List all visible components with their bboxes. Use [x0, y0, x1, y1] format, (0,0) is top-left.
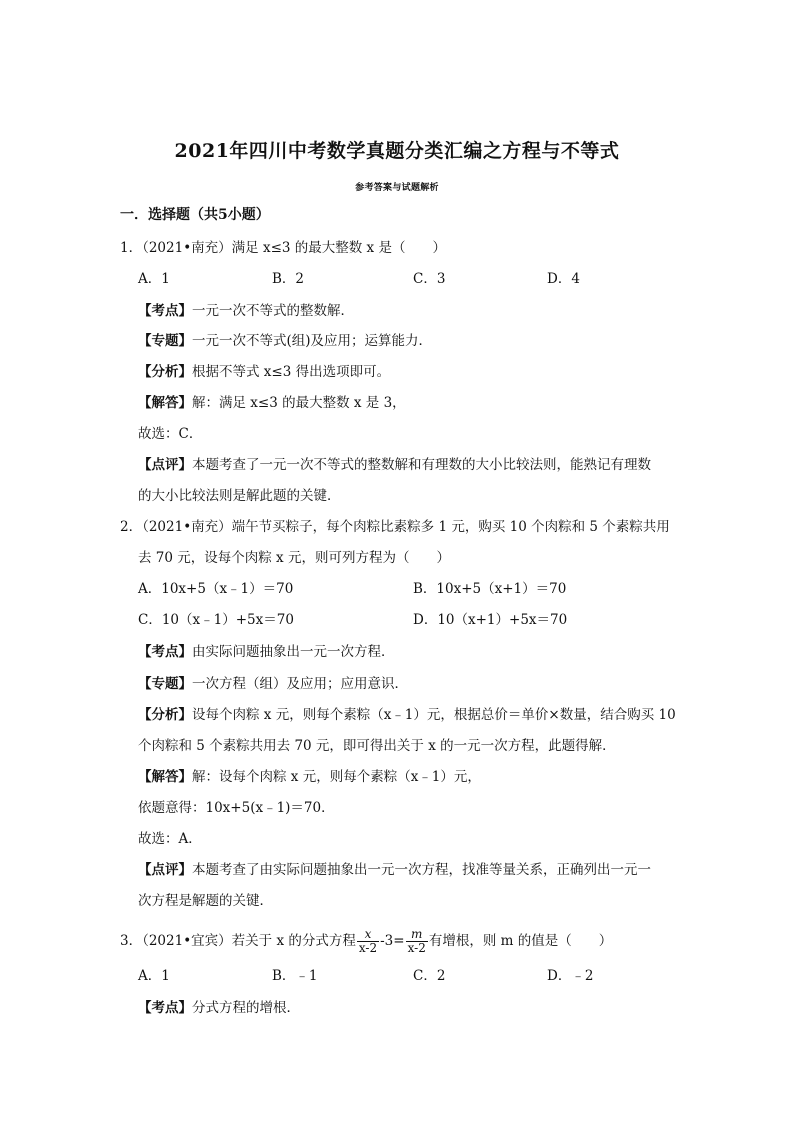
fenxi-text: 设每个肉粽 x 元，则每个素粽（x﹣1）元，根据总价＝单价×数量，结合购买 10 — [192, 707, 676, 723]
page-title: 2021年四川中考数学真题分类汇编之方程与不等式 — [174, 140, 620, 162]
kaodian-tag: 【考点】 — [138, 644, 192, 660]
q1-zhuanti — [138, 332, 432, 350]
kaodian-tag: 【考点】 — [138, 1000, 192, 1016]
q1-dianping — [138, 456, 651, 474]
q1-dianping-cont: 的大小比较法则是解此题的关键． — [138, 488, 341, 504]
q2-stem-cont: 去 70 元，设每个肉粽 x 元，则可列方程为（ ） — [138, 550, 450, 566]
zhuanti-tag: 【专题】 — [138, 333, 192, 349]
dianping-tag: 【点评】 — [138, 457, 192, 473]
q2-jieda — [138, 768, 481, 786]
page-subtitle: 参考答案与试题解析 — [355, 183, 439, 193]
q1-option-b: B．2 — [272, 271, 305, 287]
zhuanti-tag: 【专题】 — [138, 676, 192, 692]
kaodian-tag: 【考点】 — [138, 303, 192, 319]
q3-stem-mid: -3= — [380, 933, 405, 949]
q3-kaodian — [138, 999, 300, 1017]
kaodian-text: 一元一次不等式的整数解． — [192, 303, 354, 319]
q3-option-b: B．﹣1 — [272, 968, 318, 984]
q3-option-c: C．2 — [413, 968, 446, 984]
q2-dianping — [138, 861, 651, 879]
q1-fenxi — [138, 363, 390, 381]
jieda-tag: 【解答】 — [138, 769, 192, 785]
fraction-denominator: x-2 — [358, 941, 378, 955]
q2-dianping-cont: 次方程是解题的关键． — [138, 893, 273, 909]
q3-stem-text: 3．（2021•宜宾）若关于 x 的分式方程 — [120, 933, 356, 949]
section-heading: 一．选择题（共5小题） — [120, 207, 270, 223]
q1-jieda — [138, 394, 406, 412]
q1-stem: 1．（2021•南充）满足 x≤3 的最大整数 x 是（ ） — [120, 240, 446, 256]
dianping-text: 本题考查了由实际问题抽象出一元一次方程，找准等量关系，正确列出一元一 — [192, 862, 651, 878]
q2-stem: 2．（2021•南充）端午节买粽子，每个肉粽比素粽多 1 元，购买 10 个肉粽和 5 个素粽共用 — [120, 519, 670, 535]
q1-option-d: D．4 — [547, 271, 580, 287]
q1-option-c: C．3 — [413, 271, 446, 287]
q2-option-b: B．10x+5（x+1）＝70 — [413, 581, 567, 597]
zhuanti-text: 一次方程（组）及应用；应用意识． — [192, 676, 408, 692]
q3-stem-end: 有增根，则 m 的值是（ ） — [428, 933, 613, 949]
fraction-numerator: x — [364, 927, 372, 941]
q1-answer: 故选：C． — [138, 426, 203, 442]
fenxi-tag: 【分析】 — [138, 364, 192, 380]
q2-zhuanti — [138, 675, 408, 693]
jieda-text: 解：设每个肉粽 x 元，则每个素粽（x﹣1）元， — [192, 769, 481, 785]
q2-option-d: D．10（x+1）+5x＝70 — [413, 612, 568, 628]
fraction-numerator: m — [411, 927, 423, 941]
q2-option-c: C．10（x﹣1）+5x＝70 — [138, 612, 294, 628]
q2-option-a: A．10x+5（x﹣1）＝70 — [138, 581, 294, 597]
q2-kaodian — [138, 643, 395, 661]
jieda-text: 解：满足 x≤3 的最大整数 x 是 3， — [192, 395, 406, 411]
q1-option-a: A．1 — [138, 271, 170, 287]
q2-answer: 故选：A． — [138, 831, 202, 847]
jieda-tag: 【解答】 — [138, 395, 192, 411]
fraction — [406, 928, 428, 955]
q3-option-a: A．1 — [138, 968, 170, 984]
dianping-text: 本题考查了一元一次不等式的整数解和有理数的大小比较法则，能熟记有理数 — [192, 457, 651, 473]
fenxi-text: 根据不等式 x≤3 得出选项即可。 — [192, 364, 391, 380]
q2-fenxi-cont: 个肉粽和 5 个素粽共用去 70 元，即可得出关于 x 的一元一次方程，此题得解． — [138, 738, 616, 754]
fenxi-tag: 【分析】 — [138, 707, 192, 723]
fraction-denominator: x-2 — [407, 941, 426, 955]
fraction — [357, 928, 379, 955]
q1-kaodian — [138, 302, 354, 320]
dianping-tag: 【点评】 — [138, 862, 192, 878]
zhuanti-text: 一元一次不等式(组)及应用；运算能力． — [192, 333, 433, 349]
q2-equation: 依题意得：10x+5(x﹣1)＝70． — [138, 800, 335, 816]
kaodian-text: 由实际问题抽象出一元一次方程． — [192, 644, 395, 660]
q2-fenxi — [138, 706, 676, 724]
q3-stem — [120, 927, 612, 955]
q3-option-d: D．﹣2 — [547, 968, 594, 984]
kaodian-text: 分式方程的增根． — [192, 1000, 300, 1016]
